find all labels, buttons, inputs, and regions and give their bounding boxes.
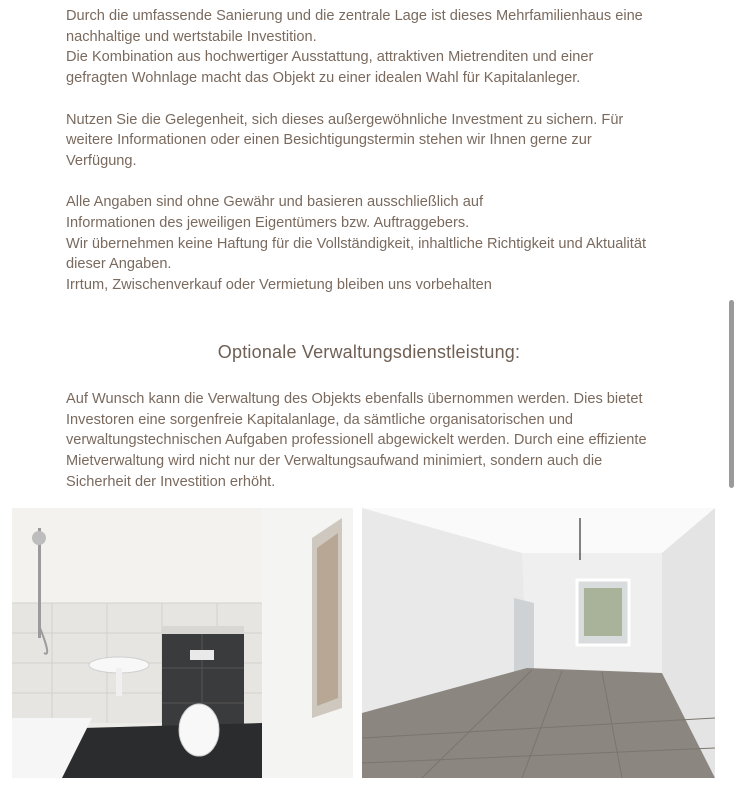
text-line: weitere Informationen oder einen Besichtigungstermin stehen wir Ihnen gerne zur <box>66 132 592 149</box>
room-image <box>362 508 715 778</box>
text-line: Mietverwaltung wird nicht nur der Verwaltungsaufwand minimiert, sondern auch die <box>66 453 603 470</box>
disclaimer-line: Wir übernehmen keine Haftung für die Vollständigkeit, inhaltliche Richtigkeit und Aktualität <box>66 235 647 252</box>
text-line: nachhaltige und wertstabile Investition. <box>66 28 317 45</box>
disclaimer-line: dieser Angaben. <box>66 256 172 273</box>
scrollbar-thumb[interactable] <box>729 300 734 488</box>
disclaimer-line: Alle Angaben sind ohne Gewähr und basieren ausschließlich auf <box>66 194 484 211</box>
text-line: Sicherheit der Investition erhöht. <box>66 473 276 490</box>
disclaimer-line: Irrtum, Zwischenverkauf oder Vermietung bleiben uns vorbehalten <box>66 277 492 294</box>
text-line: Die Kombination aus hochwertiger Ausstattung, attraktiven Mietrenditen und einer <box>66 49 594 66</box>
text-line: gefragten Wohnlage macht das Objekt zu einer idealen Wahl für Kapitalanleger. <box>66 70 581 87</box>
management-paragraph <box>66 389 676 493</box>
bathroom-photo[interactable] <box>12 508 353 778</box>
text-line: Nutzen Sie die Gelegenheit, sich dieses außergewöhnliche Investment zu sichern. Für <box>66 111 624 128</box>
room-photo[interactable] <box>362 508 715 778</box>
management-block <box>66 389 676 493</box>
text-line: verwaltungstechnischen Aufgaben professionell abgewickelt werden. Durch eine effiziente <box>66 432 647 449</box>
section-heading: Optionale Verwaltungsdienstleistung: <box>217 342 521 362</box>
text-line: Auf Wunsch kann die Verwaltung des Objekts ebenfalls übernommen werden. Dies bietet <box>66 391 643 407</box>
description-block <box>66 6 676 296</box>
description-paragraph <box>66 6 676 296</box>
text-line: Verfügung. <box>66 152 137 169</box>
bathroom-image <box>12 508 353 778</box>
disclaimer-line: Informationen des jeweiligen Eigentümers bzw. Auftraggebers. <box>66 215 470 231</box>
text-line: Durch die umfassende Sanierung und die zentrale Lage ist dieses Mehrfamilienhaus eine <box>66 8 643 24</box>
text-line: Investoren eine sorgenfreie Kapitalanlage, da sämtliche organisatorischen und <box>66 411 574 428</box>
